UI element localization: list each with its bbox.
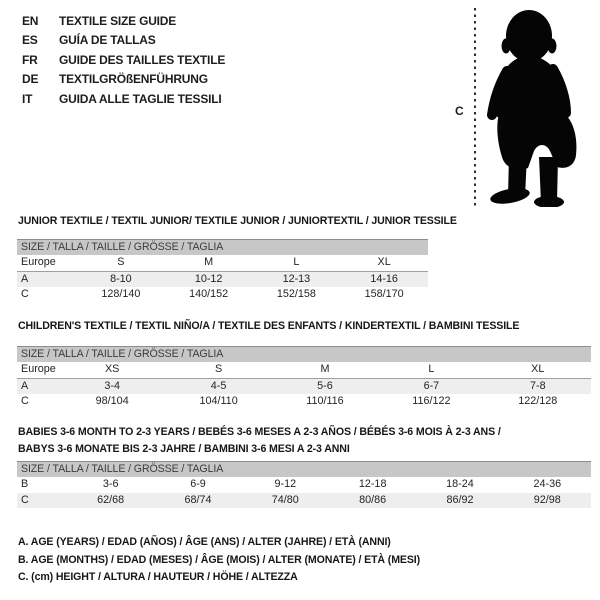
height-c-label: C [455,104,464,118]
value-cell: 14-16 [370,272,398,285]
value-cell: M [272,362,378,378]
value-cell: 92/98 [533,493,561,506]
value-cell: 12-18 [358,478,387,490]
value-cell: 9-12 [274,478,297,490]
note-line-c: C. (cm) HEIGHT / ALTURA / HAUTEUR / HÖHE / ALTEZZA [18,571,298,584]
babies-table-title [18,424,501,457]
language-row [22,70,225,89]
table-row [17,255,428,271]
junior-size-table [17,239,428,303]
toddler-silhouette-icon [483,5,583,207]
junior-table-title: JUNIOR TEXTILE / TEXTIL JUNIOR/ TEXTILE JUNIOR / JUNIORTEXTIL / JUNIOR TESSILE [18,215,457,227]
value-cell: 152/158 [276,288,316,300]
value-cell: 4-5 [210,379,227,392]
language-code: EN [22,14,39,28]
value-cell: 68/74 [184,493,212,506]
size-header-bar: SIZE / TALLA / TAILLE / GRÖSSE / TAGLIA [17,346,591,362]
value-cell: 24-36 [533,478,562,490]
babies-title-line2: BABYS 3-6 MONATE BIS 2-3 JAHRE / BAMBINI 3-6 MESI A 2-3 ANNI [18,442,350,455]
value-cell: S [77,255,165,271]
value-cell: 158/170 [364,288,404,300]
table-row [17,394,591,410]
value-cell: 3-6 [102,478,119,490]
children-table-title: CHILDREN'S TEXTILE / TEXTIL NIÑO/A / TEXTILE DES ENFANTS / KINDERTEXTIL / BAMBINI TESSILE [18,320,520,332]
babies-size-table [17,461,591,508]
table-row [17,287,428,303]
height-dotted-line [474,8,476,208]
note-line-a: A. AGE (YEARS) / EDAD (AÑOS) / ÂGE (ANS) / ALTER (JAHRE) / ETÀ (ANNI) [18,536,391,548]
value-cell: 10-12 [194,272,223,285]
value-cell: 128/140 [101,288,141,300]
language-label: GUIDA ALLE TAGLIE TESSILI [59,91,222,106]
value-cell: 98/104 [95,395,129,407]
language-code: FR [22,52,38,67]
value-cell: 80/86 [359,493,387,506]
table-row [17,362,591,378]
value-cell: 122/128 [518,395,558,407]
value-cell: XL [485,362,591,378]
row-label-cell: Europe [17,362,59,378]
value-cell: 18-24 [446,478,474,490]
row-label-cell: C [21,395,29,407]
row-label-cell: C [21,288,29,300]
value-cell: S [165,362,271,378]
value-cell: L [378,362,484,378]
language-label: TEXTILE SIZE GUIDE [59,14,177,28]
language-label: GUÍA DE TALLAS [59,33,156,48]
language-code: DE [22,72,39,87]
value-cell: L [253,255,341,271]
value-cell: 6-9 [190,478,206,490]
language-row [22,31,225,50]
value-cell: 86/92 [446,493,474,506]
children-size-table [17,346,591,410]
note-line-b: B. AGE (MONTHS) / EDAD (MESES) / ÂGE (MOIS) / ALTER (MONATE) / ETÀ (MESI) [18,553,421,566]
value-cell: 8-10 [110,272,132,285]
value-cell: 140/152 [189,288,229,300]
table-row [17,378,591,394]
language-code: ES [22,33,38,48]
table-row [17,493,591,509]
row-label-cell: A [21,272,29,285]
size-header-bar: SIZE / TALLA / TAILLE / GRÖSSE / TAGLIA [17,461,591,477]
language-row [22,12,225,31]
value-cell: 3-4 [104,379,120,392]
value-cell: 62/68 [97,493,125,506]
language-list [22,12,225,109]
value-cell: 12-13 [282,272,311,285]
value-cell: 116/122 [412,395,451,407]
row-label-cell: B [21,478,29,490]
value-cell: M [165,255,253,271]
value-cell: 110/116 [306,395,344,407]
language-row [22,90,225,109]
value-cell: 104/110 [199,395,238,407]
value-cell: 7-8 [529,379,546,392]
language-label: GUIDE DES TAILLES TEXTILE [59,52,226,67]
size-header-bar: SIZE / TALLA / TAILLE / GRÖSSE / TAGLIA [17,239,428,255]
value-cell: 74/80 [271,493,299,506]
language-code: IT [22,91,33,106]
value-cell: XL [340,255,428,271]
value-cell: 5-6 [317,379,333,392]
row-label-cell: Europe [17,255,77,271]
language-label: TEXTILGRÖßENFÜHRUNG [59,72,208,87]
table-row [17,477,591,493]
row-label-cell: C [21,493,29,506]
language-row [22,51,225,70]
notes-legend [18,534,420,587]
table-row [17,271,428,287]
row-label-cell: A [21,379,29,392]
value-cell: XS [59,362,165,378]
babies-title-line1: BABIES 3-6 MONTH TO 2-3 YEARS / BEBÉS 3-6 MESES A 2-3 AÑOS / BÉBÉS 3-6 MOIS À 2-3 ANS / [18,426,501,438]
value-cell: 6-7 [423,379,440,392]
